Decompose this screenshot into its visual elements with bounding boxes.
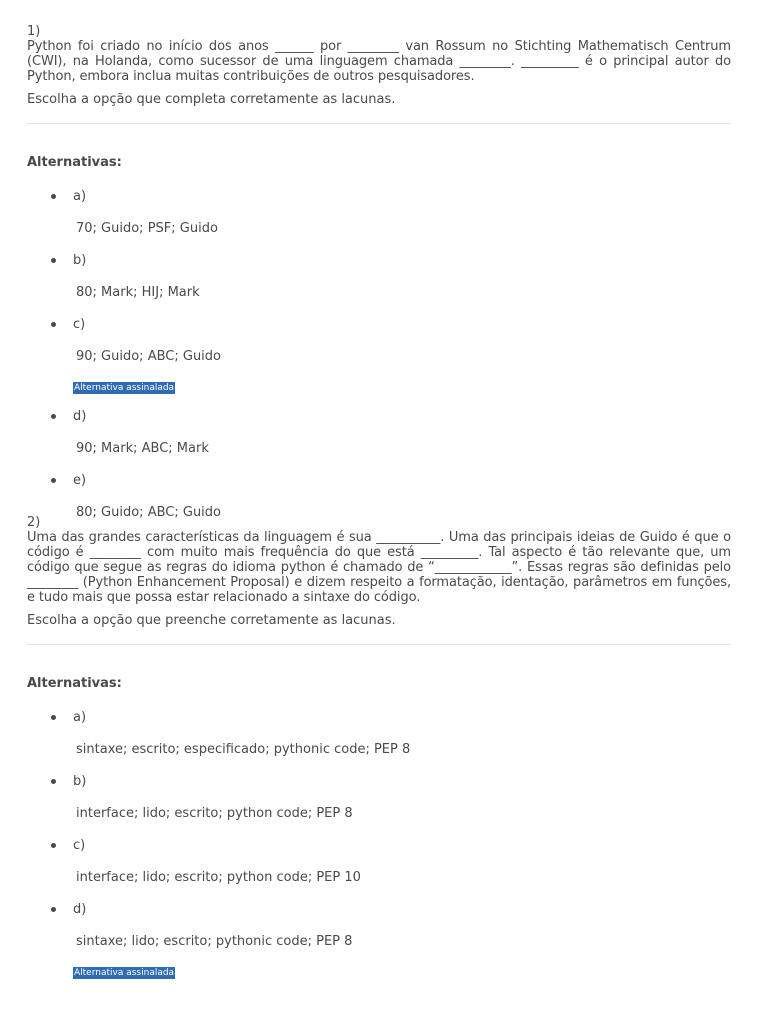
- alternative-text: interface; lido; escrito; python code; PEP 10: [76, 870, 361, 885]
- alternative-text: interface; lido; escrito; python code; PEP 8: [76, 806, 353, 821]
- alternative-b[interactable]: [27, 234, 731, 298]
- alternative-text: 90; Mark; ABC; Mark: [76, 441, 209, 456]
- alternative-letter: e): [73, 473, 87, 488]
- alternative-text: 70; Guido; PSF; Guido: [76, 221, 218, 236]
- alternatives-heading: Alternativas:: [27, 155, 122, 170]
- selected-answer-badge: Alternativa assinalada: [74, 968, 175, 978]
- alternative-a[interactable]: [27, 170, 731, 234]
- bullet-icon: [51, 322, 56, 327]
- alternative-text: 80; Mark; HIJ; Mark: [76, 285, 200, 300]
- alternative-letter: a): [73, 189, 87, 204]
- quiz-page: [27, 24, 731, 978]
- alternative-letter: c): [73, 838, 86, 853]
- bullet-icon: [51, 843, 56, 848]
- alternative-letter: a): [73, 710, 87, 725]
- question-instruction: Escolha a opção que preenche corretamente as lacunas.: [27, 613, 396, 628]
- question-statement: Uma das grandes características da linguagem é sua __________. Uma das principais ideias de Guido é que o código é ________ com muito mais frequência do que está _________. Tal aspecto é tão relevante que, um código que segue as regras do idioma python é chamado de “____________”. Essas regras são definidas pelo ________ (Python Enhancement Proposal) e dizem respeito a formatação, identação, parâmetros em funções, e tudo mais que possa estar relacionado a sintaxe do código.: [27, 530, 731, 605]
- bullet-icon: [51, 907, 56, 912]
- bullet-icon: [51, 414, 56, 419]
- alternative-text: 80; Guido; ABC; Guido: [76, 505, 221, 520]
- bullet-icon: [51, 478, 56, 483]
- alternative-letter: b): [73, 774, 87, 789]
- alternative-c[interactable]: [27, 298, 731, 393]
- question-1: [27, 24, 731, 518]
- question-number: 2): [27, 515, 41, 530]
- alternative-c[interactable]: [27, 819, 731, 883]
- alternatives-list: [27, 170, 731, 518]
- bullet-icon: [51, 715, 56, 720]
- bullet-icon: [51, 779, 56, 784]
- question-statement: Python foi criado no início dos anos ______ por ________ van Rossum no Stichting Mathematisch Centrum (CWI), na Holanda, como sucessor de uma linguagem chamada ________. _________ é o principal autor do Python, embora inclua muitas contribuições de outros pesquisadores.: [27, 39, 731, 84]
- alternative-text: sintaxe; escrito; especificado; pythonic code; PEP 8: [76, 742, 411, 757]
- alternative-e[interactable]: [27, 454, 731, 518]
- alternative-letter: d): [73, 902, 87, 917]
- alternative-b[interactable]: [27, 755, 731, 819]
- question-2: [27, 515, 731, 978]
- alternative-a[interactable]: [27, 691, 731, 755]
- alternative-text: 90; Guido; ABC; Guido: [76, 349, 221, 364]
- alternatives-heading: Alternativas:: [27, 676, 122, 691]
- question-instruction: Escolha a opção que completa corretamente as lacunas.: [27, 92, 396, 107]
- alternative-letter: d): [73, 409, 87, 424]
- bullet-icon: [51, 194, 56, 199]
- selected-answer-badge: Alternativa assinalada: [74, 383, 175, 393]
- alternative-letter: c): [73, 317, 86, 332]
- alternative-text: sintaxe; lido; escrito; pythonic code; PEP 8: [76, 934, 353, 949]
- alternative-letter: b): [73, 253, 87, 268]
- question-number: 1): [27, 24, 41, 39]
- bullet-icon: [51, 258, 56, 263]
- alternative-d[interactable]: [27, 883, 731, 978]
- separator: [27, 644, 731, 645]
- alternatives-list: [27, 691, 731, 978]
- separator: [27, 123, 731, 124]
- alternative-d[interactable]: [27, 390, 731, 454]
